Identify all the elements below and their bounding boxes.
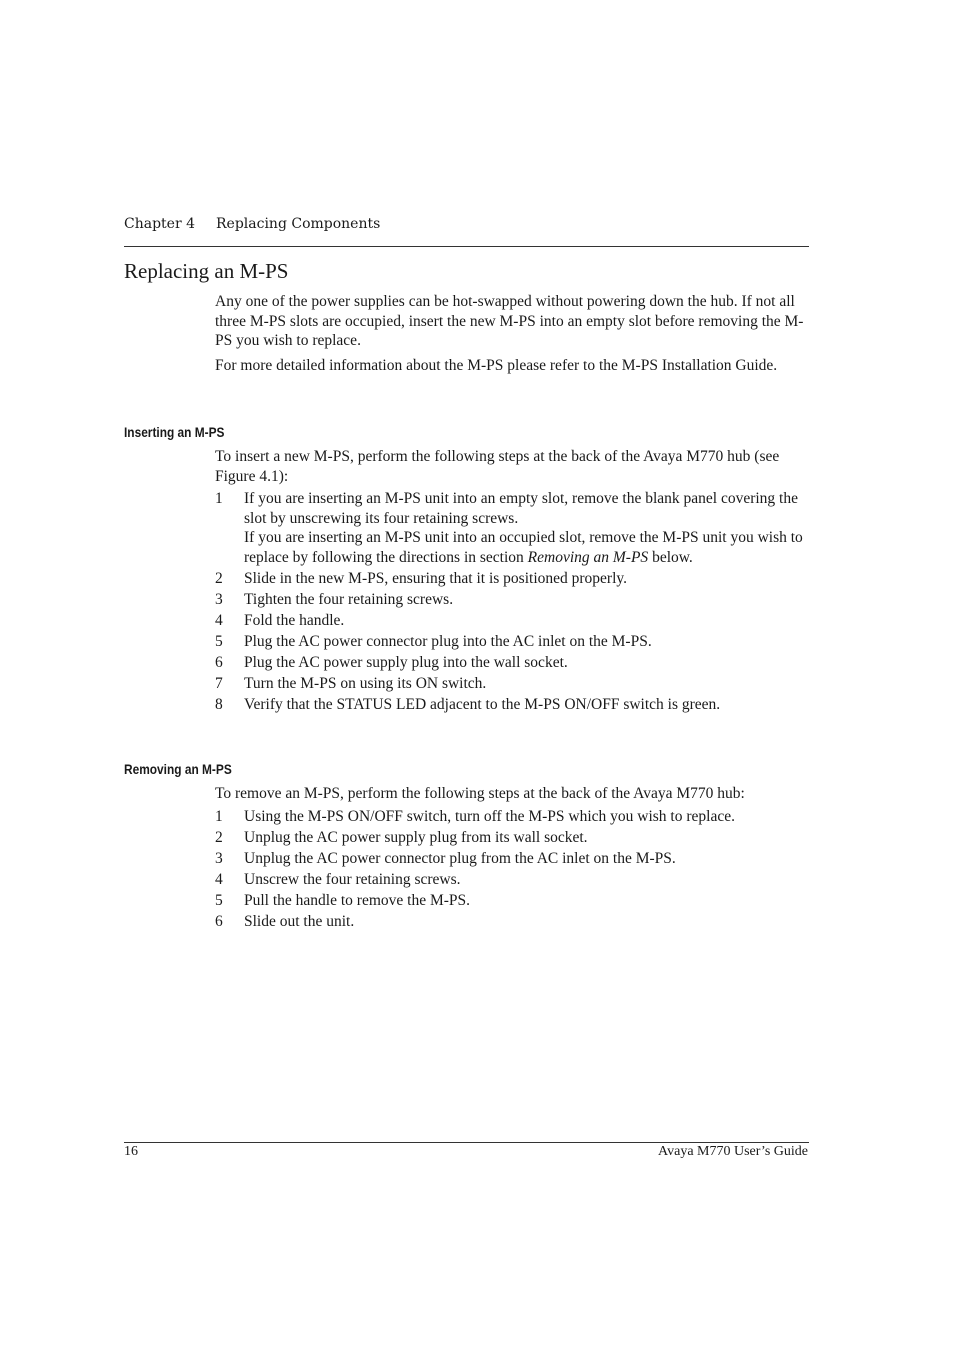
removing-lead: To remove an M-PS, perform the following steps at the back of the Avaya M770 hub: xyxy=(215,785,745,802)
removing-steps xyxy=(215,807,810,932)
step-number: 3 xyxy=(215,590,223,608)
step-number: 6 xyxy=(215,653,223,671)
step-number: 4 xyxy=(215,611,223,629)
step-text: Pull the handle to remove the M-PS. xyxy=(244,891,471,909)
step-text: If you are inserting an M-PS unit into an occupied slot, remove the M-PS unit you wish to replace by following the directions in section xyxy=(244,529,803,566)
section-reference: Removing an M-PS xyxy=(527,548,649,566)
step-number: 5 xyxy=(215,891,223,909)
inserting-lead: To insert a new M-PS, perform the following steps at the back of the Avaya M770 hub (see Figure 4.1): xyxy=(215,448,780,485)
list-item xyxy=(215,870,810,890)
list-item xyxy=(215,569,810,589)
step-text: below. xyxy=(648,548,693,566)
intro-block xyxy=(215,292,810,380)
step-number: 5 xyxy=(215,632,223,650)
list-item xyxy=(215,489,810,567)
step-text: Unplug the AC power supply plug from its wall socket. xyxy=(244,828,588,846)
inserting-steps xyxy=(215,489,810,714)
inserting-block xyxy=(215,447,810,716)
inserting-heading: Inserting an M-PS xyxy=(124,424,225,440)
list-item xyxy=(215,674,810,694)
step-text: Unscrew the four retaining screws. xyxy=(244,870,461,888)
page-title: Replacing an M-PS xyxy=(124,259,289,283)
step-number: 7 xyxy=(215,674,223,692)
step-text: Fold the handle. xyxy=(244,611,345,629)
step-number: 6 xyxy=(215,912,223,930)
chapter-label: Chapter 4 xyxy=(124,216,195,232)
list-item xyxy=(215,611,810,631)
step-text: Plug the AC power connector plug into the AC inlet on the M-PS. xyxy=(244,632,652,650)
step-text: Unplug the AC power connector plug from the AC inlet on the M-PS. xyxy=(244,849,676,867)
step-text: Slide in the new M-PS, ensuring that it is positioned properly. xyxy=(244,569,628,587)
step-text: Slide out the unit. xyxy=(244,912,355,930)
step-text: Verify that the STATUS LED adjacent to the M-PS ON/OFF switch is green. xyxy=(244,695,721,713)
list-item xyxy=(215,849,810,869)
step-text: Tighten the four retaining screws. xyxy=(244,590,454,608)
document-title: Avaya M770 User’s Guide xyxy=(658,1144,808,1159)
step-number: 3 xyxy=(215,849,223,867)
removing-block xyxy=(215,784,810,933)
step-text: Turn the M-PS on using its ON switch. xyxy=(244,674,487,692)
list-item xyxy=(215,590,810,610)
removing-heading: Removing an M-PS xyxy=(124,761,232,777)
step-number: 4 xyxy=(215,870,223,888)
list-item xyxy=(215,807,810,827)
list-item xyxy=(215,695,810,715)
step-number: 2 xyxy=(215,828,223,846)
list-item xyxy=(215,632,810,652)
footer-rule xyxy=(124,1142,809,1143)
list-item xyxy=(215,653,810,673)
step-text: Plug the AC power supply plug into the wall socket. xyxy=(244,653,568,671)
list-item xyxy=(215,828,810,848)
page-number: 16 xyxy=(124,1144,138,1159)
intro-paragraph: Any one of the power supplies can be hot-swapped without powering down the hub. If not all three M-PS slots are occupied, insert the new M-PS into an empty slot before removing the M-PS you wish to replace. xyxy=(215,293,804,349)
step-text: If you are inserting an M-PS unit into an empty slot, remove the blank panel covering the slot by unscrewing its four retaining screws. xyxy=(244,490,798,527)
intro-paragraph: For more detailed information about the M-PS please refer to the M-PS Installation Guide. xyxy=(215,356,778,374)
step-number: 1 xyxy=(215,807,223,825)
list-item xyxy=(215,912,810,932)
chapter-title: Replacing Components xyxy=(216,216,381,232)
step-text: Using the M-PS ON/OFF switch, turn off the M-PS which you wish to replace. xyxy=(244,807,735,825)
step-number: 1 xyxy=(215,490,223,507)
list-item xyxy=(215,891,810,911)
header-rule xyxy=(124,246,809,247)
step-number: 2 xyxy=(215,569,223,587)
running-header xyxy=(124,216,808,232)
step-number: 8 xyxy=(215,695,223,713)
